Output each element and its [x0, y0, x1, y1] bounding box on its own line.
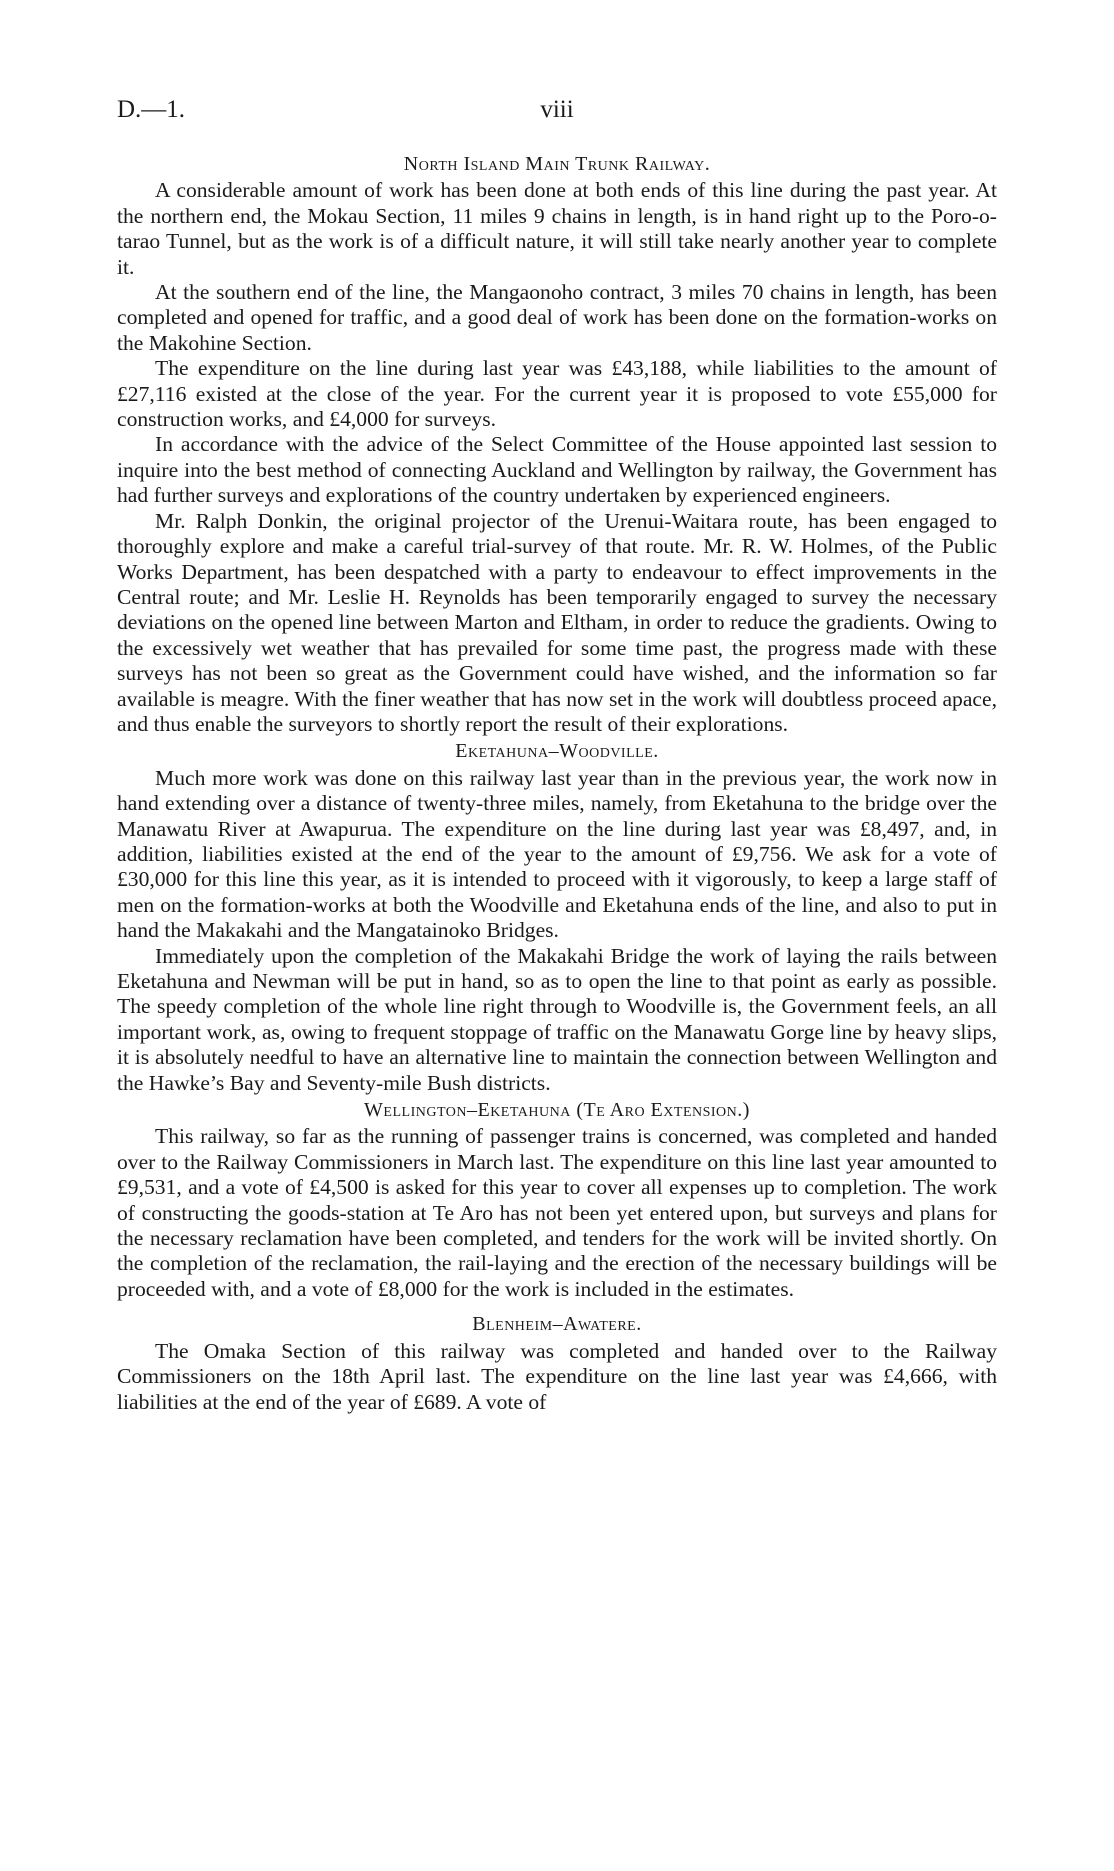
paragraph: Much more work was done on this railway last year than in the previous year, the work now in hand extending over a distance of twenty-three miles, namely, from Eketahuna to the bridge over the Manawatu River at Awapurua. The expenditure on the line during last year was £8,497, and, in addition, liabilities existed at the end of the year to the amount of £9,756. We ask for a vote of £30,000 for this line this year, as it is intended to proceed with it vigorously, to keep a large staff of men on the formation-works at both the Woodville and Eketahuna ends of the line, and also to put in hand the Makakahi and the Mangatainoko Bridges.	[117, 765, 997, 943]
paragraph: The expenditure on the line during last year was £43,188, while liabilities to the amount of £27,116 existed at the close of the year. For the current year it is proposed to vote £55,000 for construction works, and £4,000 for surveys.	[117, 356, 997, 432]
page-body	[117, 150, 997, 1415]
paragraph: At the southern end of the line, the Mangaonoho contract, 3 miles 70 chains in length, has been completed and opened for traffic, and a good deal of work has been done on the formation-works on the Makohine Section.	[117, 280, 997, 355]
paragraph: Mr. Ralph Donkin, the original projector of the Urenui-Waitara route, has been engaged to thoroughly explore and make a careful trial-survey of that route. Mr. R. W. Holmes, of the Public Works Department, has been despatched with a party to endeavour to effect improvements in the Central route; and Mr. Leslie H. Reynolds has been temporarily engaged to survey the necessary deviations on the opened line between Marton and Eltham, in order to reduce the gradients. Owing to the excessively wet weather that has prevailed for some time past, the progress made with these surveys has not been so great as the Government could have wished, and the information so far available is meagre. With the finer weather that has now set in the work will doubtless proceed apace, and thus enable the surveyors to shortly report the result of their explorations.	[117, 508, 997, 736]
section-blenheim-awatere	[117, 1312, 997, 1415]
paragraph: In accordance with the advice of the Select Committee of the House appointed last session to inquire into the best method of connecting Auckland and Wellington by railway, the Government has had further surveys and explorations of the country undertaken by experienced engineers.	[117, 432, 997, 508]
paragraph: The Omaka Section of this railway was completed and handed over to the Railway Commissioners on the 18th April last. The expenditure on the line last year was £4,666, with liabilities at the end of the year of £689. A vote of	[117, 1338, 997, 1414]
page-number: viii	[540, 96, 574, 123]
paragraph: This railway, so far as the running of passenger trains is concerned, was completed and handed over to the Railway Commissioners in March last. The expenditure on this line last year amounted to £9,531, and a vote of £4,500 is asked for this year to cover all expenses up to completion. The work of constructing the goods-station at Te Aro has not been yet entered upon, but surveys and plans for the necessary reclamation have been completed, and tenders for the work will be invited shortly. On the completion of the reclamation, the rail-laying and the erection of the necessary buildings will be proceeded with, and a vote of £8,000 for the work is included in the estimates.	[117, 1124, 997, 1301]
section-north-island-main-trunk	[117, 152, 997, 737]
section-wellington-eketahuna	[117, 1098, 997, 1302]
page-header	[117, 96, 997, 136]
section-heading: Eketahuna–Woodville.	[455, 740, 659, 763]
parliamentary-paper-reference: D.—1.	[117, 96, 186, 123]
section-eketahuna-woodville	[117, 739, 997, 1096]
section-heading: Wellington–Eketahuna (Te Aro Extension.)	[364, 1099, 750, 1122]
paragraph: A considerable amount of work has been done at both ends of this line during the past year. At the northern end, the Mokau Section, 11 miles 9 chains in length, is in hand right up to the Poro-o-tarao Tunnel, but as the work is of a difficult nature, it will still take nearly another year to complete it.	[117, 178, 997, 279]
section-heading: North Island Main Trunk Railway.	[403, 153, 711, 175]
paragraph: Immediately upon the completion of the Makakahi Bridge the work of laying the rails between Eketahuna and Newman will be put in hand, so as to open the line to that point as early as possible. The speedy completion of the whole line right through to Woodville is, the Government feels, an all important work, as, owing to frequent stoppage of traffic on the Manawatu Gorge line by heavy slips, it is absolutely needful to have an alternative line to maintain the connection between Wellington and the Hawke’s Bay and Seventy-mile Bush districts.	[117, 943, 997, 1095]
section-heading: Blenheim–Awatere.	[472, 1313, 642, 1336]
